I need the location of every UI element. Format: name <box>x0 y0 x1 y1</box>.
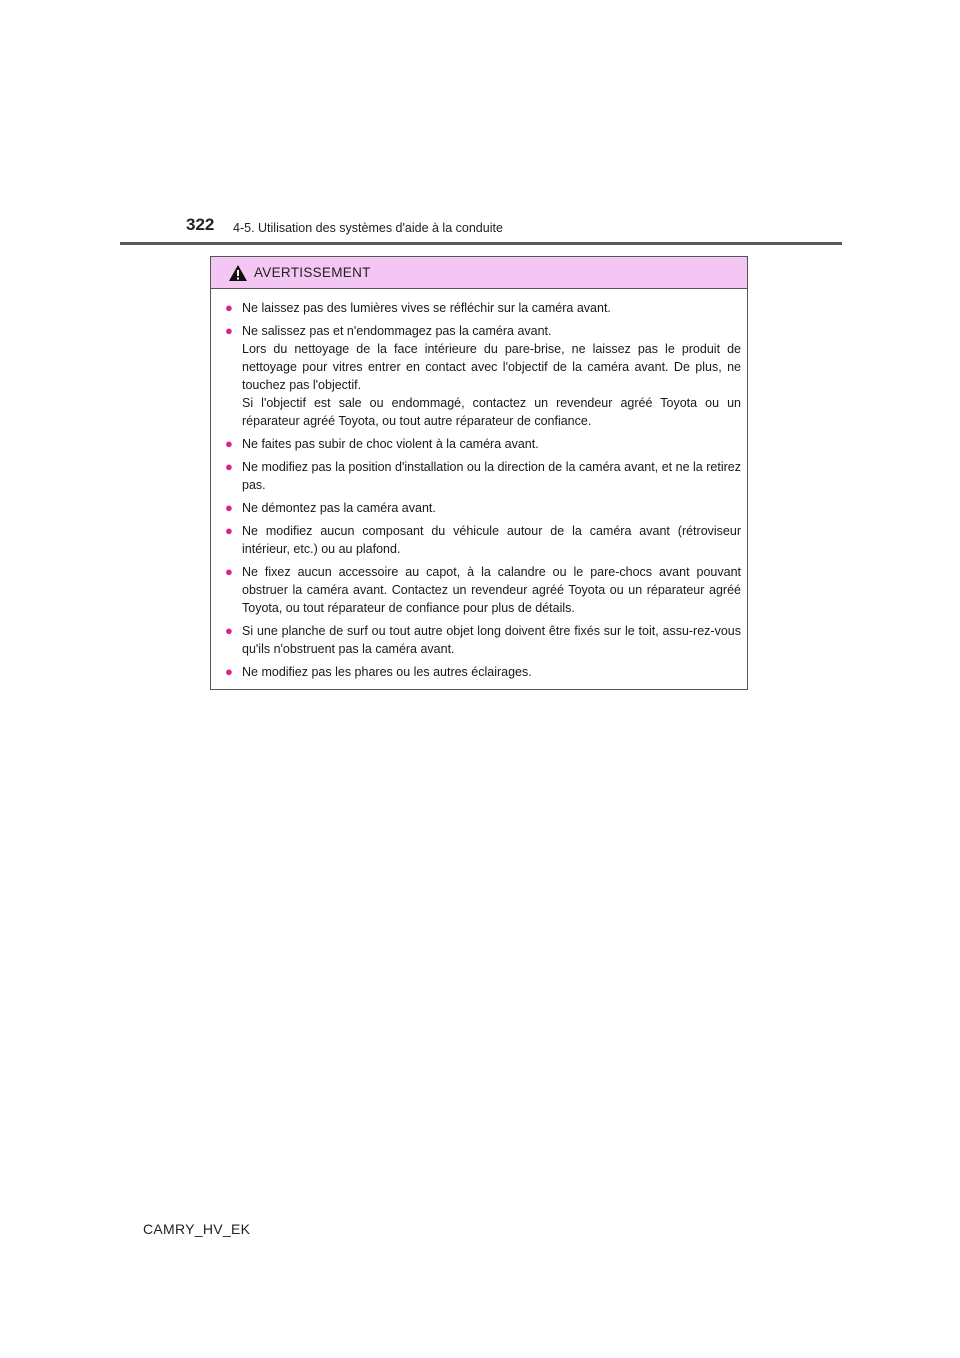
bullet-icon: ● <box>225 523 233 538</box>
bullet-icon: ● <box>225 623 233 638</box>
section-title: 4-5. Utilisation des systèmes d'aide à la conduite <box>233 221 503 235</box>
warning-item-line: Ne démontez pas la caméra avant. <box>242 501 436 515</box>
bullet-icon: ● <box>225 300 233 315</box>
warning-item-line: Ne faites pas subir de choc violent à la caméra avant. <box>242 437 539 451</box>
warning-item-line: Ne fixez aucun accessoire au capot, à la calandre ou le pare-chocs avant pouvant obstruer la caméra avant. Contactez un revendeur agréé Toyota ou un réparateur agréé Toyota, ou tout réparateur de confiance pour plus de détails. <box>242 565 741 615</box>
warning-title: AVERTISSEMENT <box>254 265 371 280</box>
warning-triangle-icon <box>228 264 248 282</box>
warning-item <box>225 663 741 681</box>
warning-item-text <box>242 522 741 558</box>
warning-item-line: Ne modifiez pas les phares ou les autres éclairages. <box>242 665 532 679</box>
warning-item-line: Ne modifiez aucun composant du véhicule autour de la caméra avant (rétroviseur intérieur, etc.) ou au plafond. <box>242 524 741 556</box>
page-number: 322 <box>186 215 215 234</box>
bullet-icon: ● <box>225 500 233 515</box>
warning-list <box>211 289 747 681</box>
bullet-icon: ● <box>225 436 233 451</box>
warning-item <box>225 435 741 453</box>
warning-header <box>211 257 747 289</box>
header-rule <box>120 242 842 245</box>
warning-item <box>225 499 741 517</box>
warning-item-text <box>242 322 741 430</box>
warning-item <box>225 299 741 317</box>
warning-item-text <box>242 622 741 658</box>
bullet-icon: ● <box>225 664 233 679</box>
footer-code: CAMRY_HV_EK <box>143 1221 251 1237</box>
warning-item-text <box>242 663 741 681</box>
warning-item-line: Si l'objectif est sale ou endommagé, contactez un revendeur agréé Toyota ou un réparateur agréé Toyota, ou tout autre réparateur de confiance. <box>242 396 741 428</box>
warning-box <box>210 256 748 690</box>
bullet-icon: ● <box>225 323 233 338</box>
warning-item-text <box>242 563 741 617</box>
bullet-icon: ● <box>225 459 233 474</box>
bullet-icon: ● <box>225 564 233 579</box>
warning-item-text <box>242 299 741 317</box>
warning-item <box>225 563 741 617</box>
warning-item <box>225 522 741 558</box>
warning-item-line: Ne laissez pas des lumières vives se réfléchir sur la caméra avant. <box>242 301 611 315</box>
warning-item <box>225 322 741 430</box>
warning-item-line: Ne modifiez pas la position d'installation ou la direction de la caméra avant, et ne la retirez pas. <box>242 460 741 492</box>
warning-item-line: Lors du nettoyage de la face intérieure du pare-brise, ne laissez pas le produit de nettoyage pour vitres entrer en contact avec l'objectif de la caméra avant. De plus, ne touchez pas l'objectif. <box>242 342 741 392</box>
warning-item-line: Si une planche de surf ou tout autre objet long doivent être fixés sur le toit, assu-rez-vous qu'ils n'obstruent pas la caméra avant. <box>242 624 741 656</box>
warning-item-line: Ne salissez pas et n'endommagez pas la caméra avant. <box>242 324 552 338</box>
warning-item <box>225 458 741 494</box>
warning-item-text <box>242 499 741 517</box>
warning-item-text <box>242 458 741 494</box>
warning-item <box>225 622 741 658</box>
warning-item-text <box>242 435 741 453</box>
